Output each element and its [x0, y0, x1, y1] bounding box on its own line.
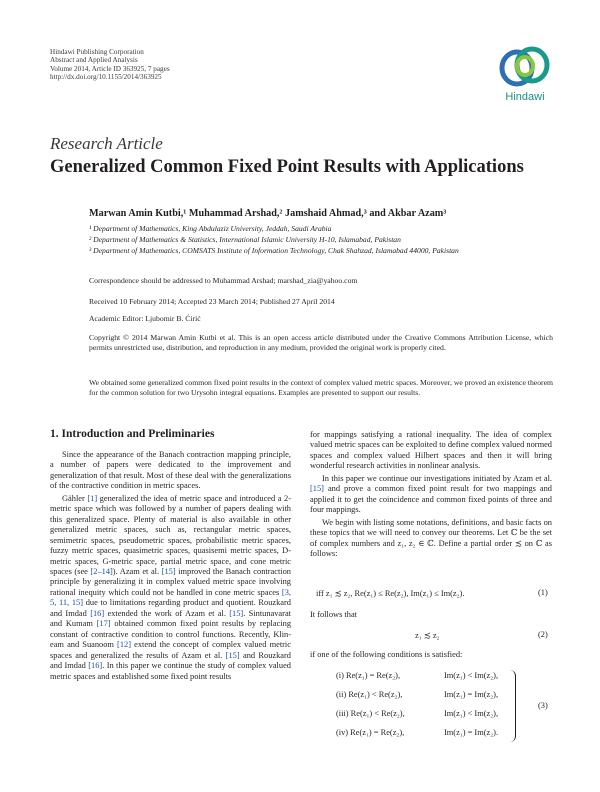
citation-link[interactable]: [16] [88, 661, 103, 671]
condition-im: Im(z₁) < Im(z₂), [444, 671, 499, 680]
copyright-notice: Copyright © 2014 Marwan Amin Kutbi et al. This is an open access article distributed under the Creative Commons Attribution License, which permits unrestricted use, distribution, and reproduction in any medium, provided the original work is properly cited. [89, 333, 553, 353]
condition-re: (ii) Re(z₁) < Re(z₂), [336, 690, 403, 699]
journal-header [50, 48, 170, 81]
citation-link[interactable]: [16] [90, 608, 105, 618]
text-run: . Sintunavarat and Kumam [50, 608, 291, 629]
text-run: Gähler [62, 493, 88, 503]
citation-link[interactable]: [1] [87, 493, 98, 503]
equation-1: iff z₁ ≾ z₂, Re(z₁) ≤ Re(z₂), Im(z₁) ≤ Im(z₂). [316, 589, 465, 598]
citation-link[interactable]: [15] [225, 650, 240, 660]
conditions-list [336, 666, 498, 742]
publisher: Hindawi Publishing Corporation [50, 48, 144, 56]
correspondence: Correspondence should be addressed to Muhammad Arshad; marshad_zia@yahoo.com [89, 276, 358, 285]
intro-paragraph-1: Since the appearance of the Banach contraction mapping principle, a number of papers were dedicated to the improvement and generalization of that result. Most of these deal with the generalizations of the contractive condition in metric spaces. [50, 450, 291, 491]
citation-link[interactable]: [12] [117, 640, 131, 650]
text-run: and Rouzkard and Imdad [50, 650, 291, 671]
journal-name: Abstract and Applied Analysis [50, 56, 138, 65]
citation-link[interactable]: [3, 5, 11, 15] [50, 587, 291, 608]
section-heading: 1. Introduction and Preliminaries [50, 428, 215, 440]
citation-link[interactable]: [17] [96, 619, 111, 629]
text-run: In this paper we continue our investigations initiated by Azam et al. [322, 473, 552, 483]
equation-3-number: (3) [538, 701, 548, 710]
right-paragraph-3: We begin with listing some notations, definitions, and basic facts on these topics that we will need to convey our theorems. Let ℂ be the set of complex numbers and z₁, z₂ ∈ ℂ. Define a partial order ≾ on ℂ as follows: [310, 517, 552, 558]
hindawi-logo-icon [498, 44, 552, 90]
text-run: obtained common fixed point results by replacing constant of contractive condition to control functions. Recently, Klin-eam and Suanoom [50, 619, 292, 650]
equation-2: z₁ ≾ z₂ [415, 631, 440, 640]
citation-link[interactable]: [2–14] [90, 566, 113, 576]
condition-im: Im(z₁) = Im(z₂), [444, 690, 499, 699]
intro-paragraph-2 [50, 494, 291, 682]
text-run: extended the work of Azam et al. [104, 608, 230, 618]
doi-link[interactable]: http://dx.doi.org/10.1155/2014/363925 [50, 72, 162, 81]
text-run: extend the concept of complex valued metric spaces and generalized the results of Azam et al. [50, 640, 291, 660]
logo-text: Hindawi [505, 91, 545, 103]
right-column [310, 430, 552, 559]
text-run: improved the Banach contraction principle by generalizing it in complex valued metric space involving rational inequity which could not be handled in cone metric spaces [50, 566, 291, 597]
conditions-brace [510, 670, 516, 742]
abstract: We obtained some generalized common fixed point results in the context of complex valued metric spaces. Moreover, we proved an existence theorem for the common solution for two Urysohn integral equations. Examples are presented to support our results. [89, 378, 553, 398]
text-run: . In this paper we continue the study of complex valued metric spaces and established some fixed point results [50, 661, 291, 681]
right-paragraph-1: for mappings satisfying a rational inequality. The idea of complex valued metric spaces can be exploited to define complex valued normed spaces and complex valued Hilbert spaces and then it will bring wonderful research activities in nonlinear analysis. [310, 430, 552, 471]
article-title: Generalized Common Fixed Point Results with Applications [50, 157, 524, 177]
affiliation-1: ¹ Department of Mathematics, King Abdulaziz University, Jeddah, Saudi Arabia [89, 224, 332, 233]
hindawi-logo [498, 44, 552, 110]
academic-editor: Academic Editor: Ljubomir B. Ćirić [89, 314, 201, 323]
citation-link[interactable]: [15] [310, 484, 324, 494]
affiliation-2: ² Department of Mathematics & Statistics, International Islamic University H-10, Islamabad, Pakistan [89, 235, 401, 245]
author-list: Marwan Amin Kutbi,¹ Muhammad Arshad,² Jamshaid Ahmad,³ and Akbar Azam³ [89, 208, 447, 219]
left-column [50, 450, 291, 682]
citation-link[interactable]: [15] [161, 566, 176, 576]
condition-re: (iv) Re(z₁) = Re(z₂), [336, 728, 405, 737]
text-run: and prove a common fixed point result for two mappings and applied it to get the coincidence and common fixed points of three and four mappings. [310, 484, 552, 515]
right-paragraph-2 [310, 474, 552, 516]
dates: Received 10 February 2014; Accepted 23 March 2014; Published 27 April 2014 [89, 297, 335, 306]
condition-row [336, 723, 498, 742]
citation-link[interactable]: [15] [229, 608, 244, 618]
article-type: Research Article [50, 134, 163, 153]
affiliations [89, 223, 459, 257]
volume-line: Volume 2014, Article ID 363925, 7 pages [50, 64, 170, 73]
equation-1-number: (1) [538, 588, 548, 597]
condition-intro: if one of the following conditions is satisfied: [310, 650, 463, 659]
equation-2-number: (2) [538, 630, 548, 639]
text-run: generalized the idea of metric space and introduced a 2-metric space which was followed by a number of papers dealing with this generalized space. Plenty of material is also available in other generalized metric spaces, such as, rectangular metric spaces, semimetric spaces, pseudometric spaces, probabilistic metric spaces, fuzzy metric spaces, quasimetric spaces, quasisemi metric spaces, D-metric spaces, G-metric space, partial metric space, and cone metric spaces (see [50, 493, 291, 576]
condition-row [336, 704, 498, 723]
follows-text: It follows that [310, 610, 357, 619]
text-run: ). Azam et al. [112, 566, 162, 576]
condition-re: (i) Re(z₁) = Re(z₂), [336, 671, 401, 680]
affiliation-3: ³ Department of Mathematics, COMSATS Institute of Information Technology, Chak Shahzad, Islamabad 44000, Pakistan [89, 246, 459, 256]
condition-im: Im(z₁) < Im(z₂), [444, 709, 499, 718]
condition-im: Im(z₁) = Im(z₂). [444, 728, 499, 737]
condition-re: (iii) Re(z₁) < Re(z₂), [336, 709, 405, 718]
condition-row [336, 685, 498, 704]
condition-row [336, 666, 498, 685]
text-run: due to limitations regarding product and quotient. Rouzkard and Imdad [50, 598, 291, 618]
